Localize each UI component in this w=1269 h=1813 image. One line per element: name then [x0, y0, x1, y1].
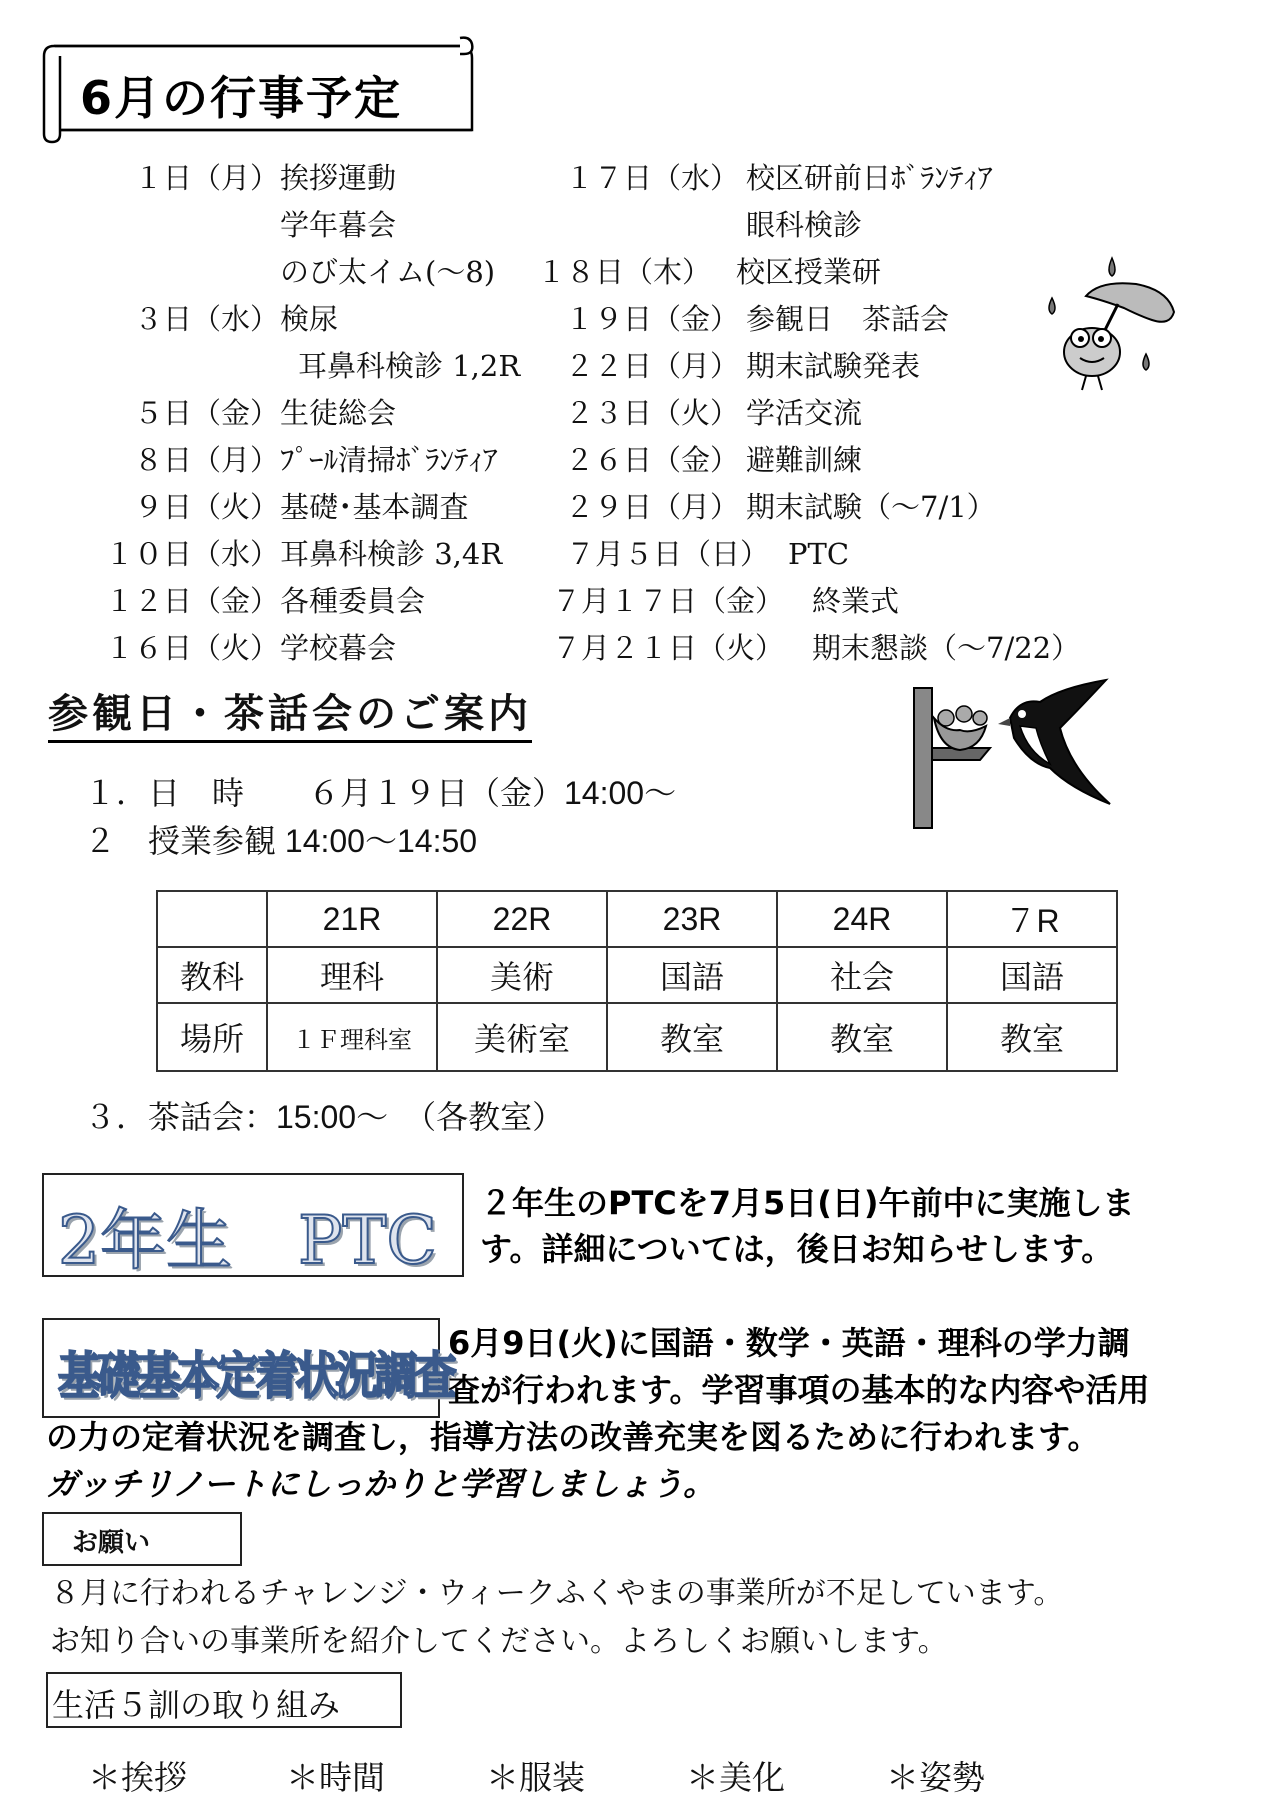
schedule-event-left: 各種委員会 [280, 584, 426, 618]
table-cell: 教室 [947, 1003, 1117, 1071]
schedule-row [0, 578, 1269, 625]
schedule-event-left: 耳鼻科検診 1,2R [298, 349, 521, 383]
survey-line3: の力の定着状況を調査し，指導方法の改善充実を図るために行われます。 [46, 1418, 1100, 1456]
page-title: 6月の行事予定 [80, 71, 403, 125]
schedule-date-right: ２９日（月） [564, 490, 739, 524]
life-item: ＊服装 [486, 1758, 585, 1797]
schedule-row [0, 484, 1269, 531]
sankan-item-class: ２ 授業参観 14:00～14:50 [84, 823, 478, 859]
schedule-row [0, 202, 1269, 249]
life-label: 生活５訓の取り組み [52, 1686, 341, 1724]
ptc-title: 2年生 PTC [58, 1202, 437, 1279]
schedule-date-left: ８日（月） [133, 443, 279, 477]
schedule-date-right: １７日（水） [564, 161, 739, 195]
frog-umbrella-icon [1040, 250, 1190, 400]
schedule-date-left: １２日（金） [104, 584, 279, 618]
table-row [157, 947, 1117, 1003]
schedule-event-left: 学校暮会 [280, 631, 397, 665]
table-cell: 24R [777, 891, 947, 947]
schedule-event-left: のび太イム(～8) [280, 255, 496, 289]
table-cell: ７R [947, 891, 1117, 947]
schedule-event-left: 生徒総会 [280, 396, 397, 430]
schedule-date-right: ２６日（金） [564, 443, 739, 477]
life-item: ＊美化 [686, 1758, 785, 1797]
life-item: ＊姿勢 [886, 1758, 985, 1797]
schedule-date-right: １８日（木） [537, 255, 712, 289]
life-item: ＊時間 [286, 1758, 385, 1797]
table-cell: 23R [607, 891, 777, 947]
table-cell: １Ｆ理科室 [267, 1003, 437, 1071]
request-label-box [42, 1512, 242, 1566]
schedule-event-right: 校区研前日ﾎﾞﾗﾝﾃｨｱ [746, 161, 993, 195]
schedule-date-left: １６日（火） [104, 631, 279, 665]
schedule-date-left: ３日（水） [133, 302, 279, 336]
schedule-event-left: 挨拶運動 [280, 161, 397, 195]
schedule-date-right: ２２日（月） [564, 349, 739, 383]
schedule-event-right: 校区授業研 [736, 255, 882, 289]
survey-line4: ガッチリノートにしっかりと学習しましょう。 [46, 1465, 716, 1503]
table-cell [157, 891, 267, 947]
survey-line1: 6月9日(火)に国語・数学・英語・理科の学力調 [448, 1324, 1130, 1362]
ptc-title-box [42, 1173, 464, 1277]
table-cell: 21R [267, 891, 437, 947]
schedule-event-right: 終業式 [812, 584, 900, 618]
survey-title: 基礎基本定着状況調査 [58, 1347, 454, 1405]
request-line1: ８月に行われるチャレンジ・ウィークふくやまの事業所が不足しています。 [50, 1576, 1064, 1611]
schedule-date-right: ２３日（火） [564, 396, 739, 430]
schedule-date-right: ７月２１日（火） [552, 631, 785, 665]
class-table [156, 890, 1118, 1072]
swallow-nest-icon [910, 678, 1120, 830]
table-cell: 社会 [777, 947, 947, 1003]
schedule-row [0, 531, 1269, 578]
schedule-event-left: 耳鼻科検診 3,4R [280, 537, 503, 571]
request-label: お願い [72, 1528, 151, 1558]
schedule-date-left: ５日（金） [133, 396, 279, 430]
sankan-item-datetime: １．日 時 ６月１９日（金）14:00～ [84, 775, 677, 811]
sankan-heading: 参観日・茶話会のご案内 [48, 688, 532, 743]
survey-line2: 査が行われます。学習事項の基本的な内容や活用 [448, 1371, 1150, 1409]
survey-title-box [42, 1318, 454, 1418]
life-item: ＊挨拶 [88, 1758, 187, 1797]
schedule-event-right: PTC [788, 537, 850, 571]
schedule-date-right: ７月５日（日） [566, 537, 770, 571]
schedule-date-left: ９日（火） [133, 490, 279, 524]
schedule-event-left: 基礎･基本調査 [280, 490, 469, 524]
schedule-event-left: ﾌﾟｰﾙ清掃ﾎﾞﾗﾝﾃｨｱ [280, 443, 498, 477]
schedule-date-left: １０日（水） [104, 537, 279, 571]
schedule-event-right: 参観日 茶話会 [746, 302, 950, 336]
table-cell: 教室 [607, 1003, 777, 1071]
schedule-list [0, 155, 1269, 672]
schedule-event-left: 学年暮会 [280, 208, 397, 242]
schedule-row [0, 625, 1269, 672]
table-cell: 場所 [157, 1003, 267, 1071]
table-cell: 美術室 [437, 1003, 607, 1071]
life-label-box [46, 1672, 402, 1728]
schedule-event-right: 避難訓練 [746, 443, 863, 477]
request-line2: お知り合いの事業所を紹介してください。よろしくお願いします。 [50, 1624, 948, 1659]
schedule-event-right: 期末試験発表 [746, 349, 921, 383]
table-cell: 理科 [267, 947, 437, 1003]
table-cell: 国語 [947, 947, 1117, 1003]
table-cell: 国語 [607, 947, 777, 1003]
schedule-row [0, 437, 1269, 484]
table-cell: 教室 [777, 1003, 947, 1071]
schedule-event-right: 学活交流 [746, 396, 863, 430]
schedule-event-right: 期末試験（～7/1） [746, 490, 996, 524]
table-row [157, 1003, 1117, 1071]
sankan-item-tea: ３．茶話会：15:00～ （各教室） [84, 1099, 565, 1135]
schedule-event-right: 眼科検診 [746, 208, 863, 242]
schedule-event-right: 期末懇談（～7/22） [812, 631, 1081, 665]
ptc-text-line2: す。詳細については，後日お知らせします。 [480, 1230, 1114, 1268]
table-cell: 美術 [437, 947, 607, 1003]
schedule-date-right: ７月１７日（金） [552, 584, 785, 618]
schedule-date-left: １日（月） [133, 161, 279, 195]
schedule-row [0, 155, 1269, 202]
schedule-event-left: 検尿 [280, 302, 339, 336]
table-header-row [157, 891, 1117, 947]
table-cell: 22R [437, 891, 607, 947]
table-cell: 教科 [157, 947, 267, 1003]
schedule-date-right: １９日（金） [564, 302, 739, 336]
ptc-text-line1: ２年生のPTCを7月5日(日)午前中に実施しま [480, 1184, 1135, 1222]
